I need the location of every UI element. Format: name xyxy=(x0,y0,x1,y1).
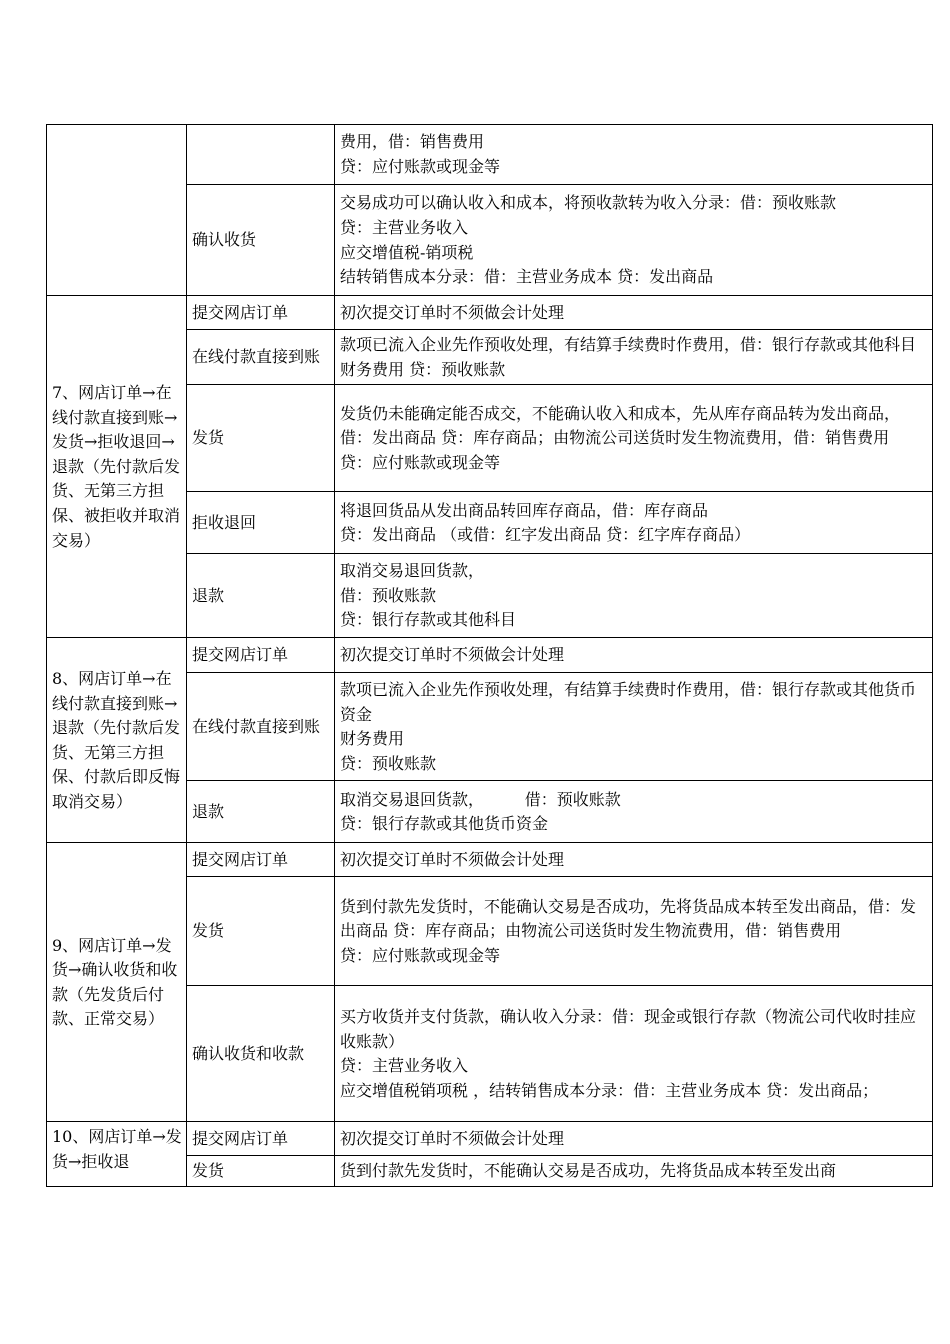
entry-line: 初次提交订单时不须做会计处理 xyxy=(340,849,565,869)
entry-line: 初次提交订单时不须做会计处理 xyxy=(340,1128,565,1148)
entry-line: 款项已流入企业先作预收处理，有结算手续费时作费用，借：银行存款或其他货币资金 xyxy=(340,680,917,724)
entry-cell xyxy=(335,330,933,385)
entry-line: 贷：银行存款或其他科目 xyxy=(340,610,517,630)
entry-line: 财务费用 xyxy=(340,729,405,749)
step-cell: 提交网店订单 xyxy=(187,296,335,330)
entry-line: 应交增值税-销项税 xyxy=(340,242,474,262)
entry-line: 货到付款先发货时，不能确认交易是否成功，先将货品成本转至发出商品，借：发出商品 贷：库存商品；由物流公司送货时发生物流费用，借：销售费用 xyxy=(340,896,917,941)
entry-cell xyxy=(335,986,933,1122)
scenario-cell: 9、网店订单→发货→确认收货和收款（先发货后付款、正常交易） xyxy=(47,843,187,1122)
entry-line: 款项已流入企业先作预收处理，有结算手续费时作费用，借：银行存款或其他科目 财务费用 贷：预收账款 xyxy=(340,335,922,379)
table-row xyxy=(47,1122,933,1156)
entry-cell xyxy=(335,125,933,185)
entry-line: 取消交易退回货款， 借：预收账款 xyxy=(340,789,621,809)
entry-line: 贷：银行存款或其他货币资金 xyxy=(340,814,549,834)
entry-cell xyxy=(335,1156,933,1187)
table-row xyxy=(47,638,933,673)
step-cell: 提交网店订单 xyxy=(187,638,335,673)
entry-line: 贷：应付账款或现金等 xyxy=(340,945,501,965)
entry-line: 货到付款先发货时，不能确认交易是否成功，先将货品成本转至发出商 xyxy=(340,1161,837,1181)
entry-line: 结转销售成本分录：借：主营业务成本 贷：发出商品 xyxy=(340,267,714,287)
step-cell: 发货 xyxy=(187,385,335,492)
entry-cell xyxy=(335,492,933,554)
entry-cell xyxy=(335,673,933,781)
step-cell: 在线付款直接到账 xyxy=(187,673,335,781)
entry-line: 取消交易退回货款， xyxy=(340,561,485,581)
entry-line: 借：预收账款 xyxy=(340,585,437,605)
entry-line: 买方收货并支付货款，确认收入分录：借：现金或银行存款（物流公司代收时挂应收账款） xyxy=(340,1007,917,1051)
step-cell: 在线付款直接到账 xyxy=(187,330,335,385)
entry-cell xyxy=(335,877,933,986)
entry-line: 将退回货品从发出商品转回库存商品，借：库存商品 xyxy=(340,500,709,520)
entry-line: 贷：主营业务收入 xyxy=(340,217,469,237)
step-cell: 发货 xyxy=(187,877,335,986)
table-row xyxy=(47,125,933,185)
entry-cell xyxy=(335,554,933,638)
entry-cell xyxy=(335,385,933,492)
accounting-table xyxy=(46,124,933,1187)
step-cell xyxy=(187,125,335,185)
entry-line: 应交增值税销项税 ，结转销售成本分录：借：主营业务成本 贷：发出商品； xyxy=(340,1080,879,1100)
table-row xyxy=(47,296,933,330)
step-cell: 退款 xyxy=(187,781,335,843)
step-cell: 退款 xyxy=(187,554,335,638)
step-cell: 发货 xyxy=(187,1156,335,1187)
entry-cell xyxy=(335,1122,933,1156)
scenario-cell: 10、网店订单→发货→拒收退 xyxy=(47,1122,187,1187)
entry-line: 初次提交订单时不须做会计处理 xyxy=(340,302,565,322)
step-cell: 提交网店订单 xyxy=(187,1122,335,1156)
entry-line: 贷：应付账款或现金等 xyxy=(340,157,501,176)
entry-cell xyxy=(335,843,933,877)
entry-line: 发货仍未能确定能否成交，不能确认收入和成本，先从库存商品转为发出商品，借：发出商品 贷：库存商品；由物流公司送货时发生物流费用，借：销售费用 xyxy=(340,403,901,448)
entry-cell xyxy=(335,638,933,673)
entry-line: 贷：应付账款或现金等 xyxy=(340,452,501,472)
scenario-cell xyxy=(47,125,187,296)
step-cell: 确认收货和收款 xyxy=(187,986,335,1122)
entry-line: 初次提交订单时不须做会计处理 xyxy=(340,645,565,665)
entry-cell xyxy=(335,781,933,843)
entry-line: 贷：发出商品 （或借：红字发出商品 贷：红字库存商品） xyxy=(340,525,751,545)
scenario-cell: 7、网店订单→在线付款直接到账→发货→拒收退回→退款（先付款后发货、无第三方担保、被拒收并取消交易） xyxy=(47,296,187,638)
entry-line: 贷：预收账款 xyxy=(340,753,437,773)
step-cell: 拒收退回 xyxy=(187,492,335,554)
step-cell: 确认收货 xyxy=(187,185,335,296)
scenario-cell: 8、网店订单→在线付款直接到账→退款（先付款后发货、无第三方担保、付款后即反悔取消交易） xyxy=(47,638,187,843)
entry-cell xyxy=(335,185,933,296)
table-row xyxy=(47,843,933,877)
step-cell: 提交网店订单 xyxy=(187,843,335,877)
entry-line: 贷：主营业务收入 xyxy=(340,1056,469,1076)
entry-line: 费用，借：销售费用 xyxy=(340,132,485,152)
entry-line: 交易成功可以确认收入和成本，将预收款转为收入分录：借：预收账款 xyxy=(340,193,837,213)
entry-cell xyxy=(335,296,933,330)
